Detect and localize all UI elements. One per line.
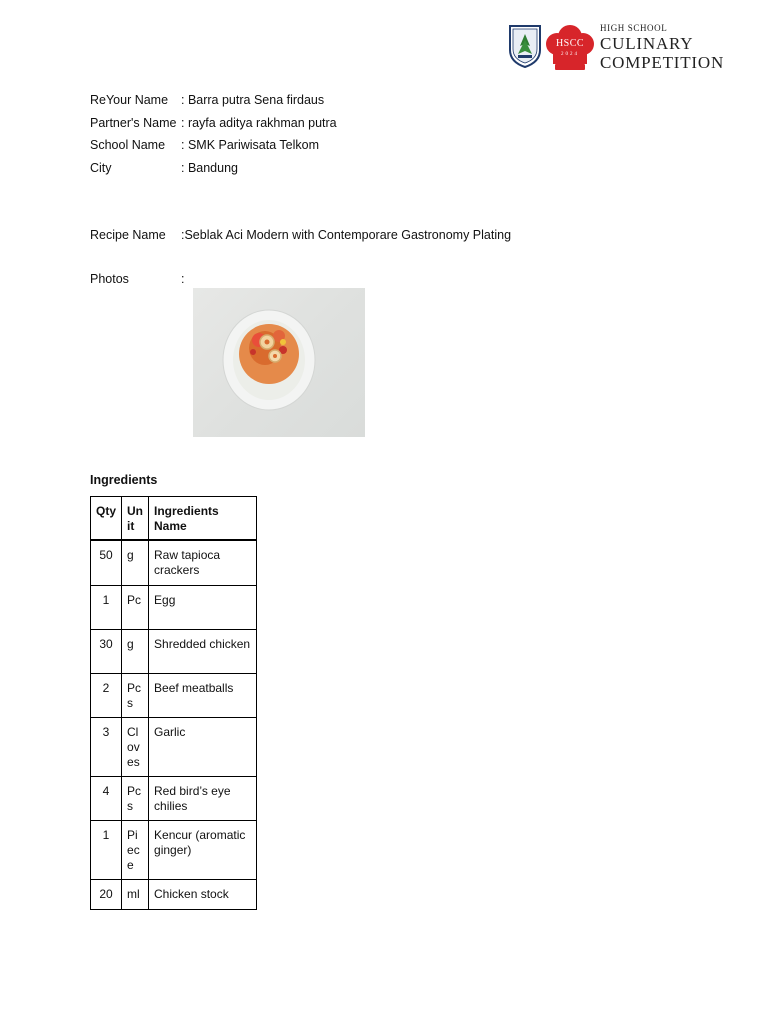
info-value: : rayfa aditya rakhman putra <box>181 116 337 130</box>
qty-cell: 2 <box>91 673 122 717</box>
table-row <box>91 629 257 673</box>
table-row <box>91 820 257 879</box>
info-value: : <box>181 272 185 286</box>
table-row <box>91 540 257 585</box>
table-row <box>91 585 257 629</box>
ingredient-name-cell: Egg <box>149 585 257 629</box>
qty-cell: 1 <box>91 585 122 629</box>
table-row <box>91 776 257 820</box>
table-header-row <box>91 497 257 541</box>
info-row-your-name <box>90 93 324 108</box>
info-label: Photos <box>90 272 129 286</box>
info-row-school-name <box>90 138 319 153</box>
info-row-recipe-name <box>90 228 511 243</box>
info-label: City <box>90 161 112 175</box>
header-unit: Unit <box>122 497 149 541</box>
unit-cell: Pc <box>122 585 149 629</box>
ingredient-name-cell: Raw tapioca crackers <box>149 540 257 585</box>
qty-cell: 50 <box>91 540 122 585</box>
badge-text: HSCC <box>555 38 585 49</box>
unit-cell: ml <box>122 879 149 909</box>
ingredient-name-cell: Red bird’s eye chilies <box>149 776 257 820</box>
info-value: :Seblak Aci Modern with Contemporare Gastronomy Plating <box>181 228 512 242</box>
info-label: ReYour Name <box>90 93 169 107</box>
unit-cell: Piece <box>122 820 149 879</box>
table-row <box>91 879 257 909</box>
unit-cell: g <box>122 629 149 673</box>
ingredient-name-cell: Kencur (aromatic ginger) <box>149 820 257 879</box>
qty-cell: 30 <box>91 629 122 673</box>
info-label: Recipe Name <box>90 228 166 242</box>
info-row-city <box>90 161 238 176</box>
qty-cell: 3 <box>91 717 122 776</box>
info-row-partner-name <box>90 116 337 131</box>
qty-cell: 4 <box>91 776 122 820</box>
ingredients-table <box>90 496 257 910</box>
ingredient-name-cell: Chicken stock <box>149 879 257 909</box>
unit-cell: Pcs <box>122 776 149 820</box>
table-row <box>91 717 257 776</box>
info-value: : Bandung <box>181 161 238 175</box>
brand-wordmark <box>600 23 724 72</box>
qty-cell: 1 <box>91 820 122 879</box>
header-qty: Qty <box>91 497 122 541</box>
brand-line-2: COMPETITION <box>600 53 725 72</box>
unit-cell: Pcs <box>122 673 149 717</box>
competition-logo <box>508 20 738 76</box>
ingredients-title: Ingredients <box>90 473 158 487</box>
brand-small-text: HIGH SCHOOL <box>600 23 668 33</box>
unit-cell: Cloves <box>122 717 149 776</box>
info-row-photos <box>90 272 184 287</box>
qty-cell: 20 <box>91 879 122 909</box>
ingredient-name-cell: Garlic <box>149 717 257 776</box>
table-row <box>91 673 257 717</box>
header-ingredient-name: Ingredients Name <box>149 497 257 541</box>
info-value: : SMK Pariwisata Telkom <box>181 138 320 152</box>
info-value: : Barra putra Sena firdaus <box>181 93 325 107</box>
unit-cell: g <box>122 540 149 585</box>
badge-year: 2024 <box>561 52 579 57</box>
dish-photo <box>193 288 365 437</box>
info-label: Partner's Name <box>90 116 177 130</box>
ingredient-name-cell: Shredded chicken <box>149 629 257 673</box>
ingredient-name-cell: Beef meatballs <box>149 673 257 717</box>
plated-dish-illustration <box>193 288 365 437</box>
school-shield-icon <box>508 24 542 68</box>
info-label: School Name <box>90 138 166 152</box>
brand-line-1: CULINARY <box>600 34 694 53</box>
